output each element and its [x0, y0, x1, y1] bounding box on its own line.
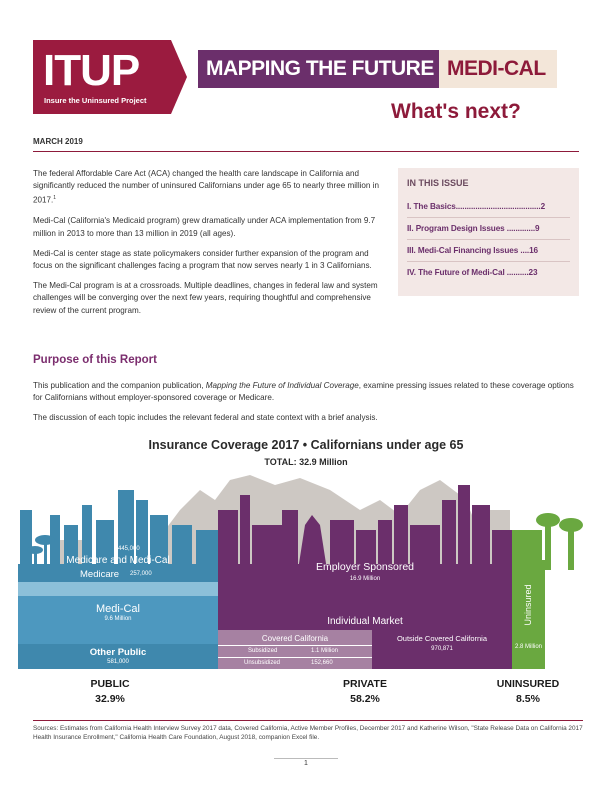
- logo-tagline: Insure the Uninsured Project: [44, 96, 147, 105]
- intro-paragraph: Medi-Cal is center stage as state policymakers consider further expansion of the program and focus on the significant challenges facing a program that now serves nearly 1 in 3 Californians.: [33, 248, 372, 270]
- block-medicare: [18, 582, 218, 596]
- category-uninsured-percent: 8.5%: [516, 693, 540, 705]
- purpose-text: [33, 380, 581, 433]
- purpose-heading: Purpose of this Report: [33, 354, 157, 366]
- banner-title-right: MEDI-CAL: [439, 50, 557, 88]
- category-uninsured: [478, 678, 578, 705]
- label-outside-covered-ca: Outside Covered California: [396, 634, 488, 643]
- in-this-issue-box: [398, 168, 579, 296]
- label-individual-market: Individual Market: [327, 616, 403, 627]
- label-uninsured: Uninsured: [523, 584, 533, 626]
- category-private-percent: 58.2%: [350, 693, 380, 705]
- category-private-name: PRIVATE: [343, 678, 387, 690]
- toc-item-basics[interactable]: I. The Basics.......................................2: [407, 202, 546, 211]
- label-employer-sponsored-value: 16.9 Million: [349, 576, 381, 582]
- companion-publication-title: Mapping the Future of Individual Coverage: [205, 381, 359, 390]
- itup-logo: [33, 40, 187, 114]
- label-outside-covered-ca-value: 970,871: [431, 646, 453, 652]
- category-public: [60, 678, 160, 705]
- intro-paragraph: The Medi-Cal program is at a crossroads. Multiple deadlines, changes in federal law and system challenges will be converging over the next few years, requiring thoughtful and comprehensive review of the current program.: [33, 281, 378, 315]
- intro-text: [33, 168, 385, 325]
- banner-title-left: MAPPING THE FUTURE: [198, 50, 439, 88]
- label-medicare: Medicare: [80, 569, 120, 580]
- divider-subsidized: [218, 645, 372, 646]
- label-medical-value: 9.6 Million: [104, 616, 132, 622]
- label-subsidized: Subsidized: [248, 648, 278, 654]
- title-banner: [198, 50, 557, 88]
- intro-paragraph: The federal Affordable Care Act (ACA) changed the health care landscape in California and significantly reduced the number of uninsured Californians under age 65 to nearly three million in 2017.$^1$: [33, 169, 379, 206]
- label-medicare-medical: Medicare and Medi-Cal: [66, 555, 170, 566]
- page-number-rule: [274, 758, 338, 759]
- label-medical: Medi-Cal: [95, 603, 140, 615]
- chart-total: TOTAL: 32.9 Million: [264, 457, 348, 467]
- label-medicare-value: 257,000: [130, 571, 152, 577]
- toc-item-financing[interactable]: III. Medi-Cal Financing Issues ....16: [407, 246, 538, 255]
- footnote-mark: 1: [53, 195, 57, 202]
- intro-paragraph: Medi-Cal (California's Medicaid program) grew dramatically under ACA implementation from 9.7 million in 2013 to more than 13 million in 2019 (all ages).: [33, 216, 376, 238]
- label-unsubsidized-value: 152,660: [311, 660, 333, 666]
- label-other-public: Other Public: [89, 647, 147, 658]
- label-subsidized-value: 1.1 Million: [311, 648, 339, 654]
- page-number: 1: [304, 760, 308, 767]
- purpose-paragraph: The discussion of each topic includes the relevant federal and state context with a brief analysis.: [33, 413, 378, 423]
- category-uninsured-name: UNINSURED: [496, 678, 560, 690]
- toc-item-program-design[interactable]: II. Program Design Issues .............9: [407, 224, 540, 233]
- label-unsubsidized: Unsubsidized: [244, 660, 281, 666]
- toc-divider: [407, 261, 570, 262]
- divider-unsubsidized: [218, 657, 372, 658]
- category-public-percent: 32.9%: [95, 693, 125, 705]
- publication-date: MARCH 2019: [33, 137, 83, 146]
- purpose-paragraph: This publication and the companion publication, Mapping the Future of Individual Coverage, examine pressing issues related to these coverage options for Californians without employer-sponsored coverage or Medicare.: [33, 381, 574, 403]
- label-other-public-value: 581,000: [107, 659, 129, 665]
- toc-item-future[interactable]: IV. The Future of Medi-Cal ..........23: [407, 268, 538, 277]
- label-employer-sponsored: Employer Sponsored: [315, 561, 415, 573]
- header-divider: [33, 151, 579, 152]
- label-uninsured-value: 2.8 Million: [514, 644, 542, 650]
- label-medicare-medical-value: 445,000: [118, 546, 140, 552]
- page-subtitle: What's next?: [391, 100, 521, 123]
- chart-title: Insurance Coverage 2017 • Californians under age 65: [148, 438, 464, 452]
- logo-text: ITUP: [43, 46, 140, 95]
- toc-divider: [407, 217, 570, 218]
- sources-note: Sources: Estimates from California Health Interview Survey 2017 data, Covered California, Active Member Profiles, December 2017 and Katherine Wilson, "State Release Data on California 2017 Health Insurance Enrollment," California Health Care Foundation, August 2018, companion Excel file.: [33, 720, 583, 743]
- category-private: [315, 678, 415, 705]
- label-covered-california: Covered California: [261, 634, 329, 643]
- in-this-issue-title: IN THIS ISSUE: [407, 178, 469, 188]
- category-public-name: PUBLIC: [90, 678, 130, 690]
- toc-divider: [407, 239, 570, 240]
